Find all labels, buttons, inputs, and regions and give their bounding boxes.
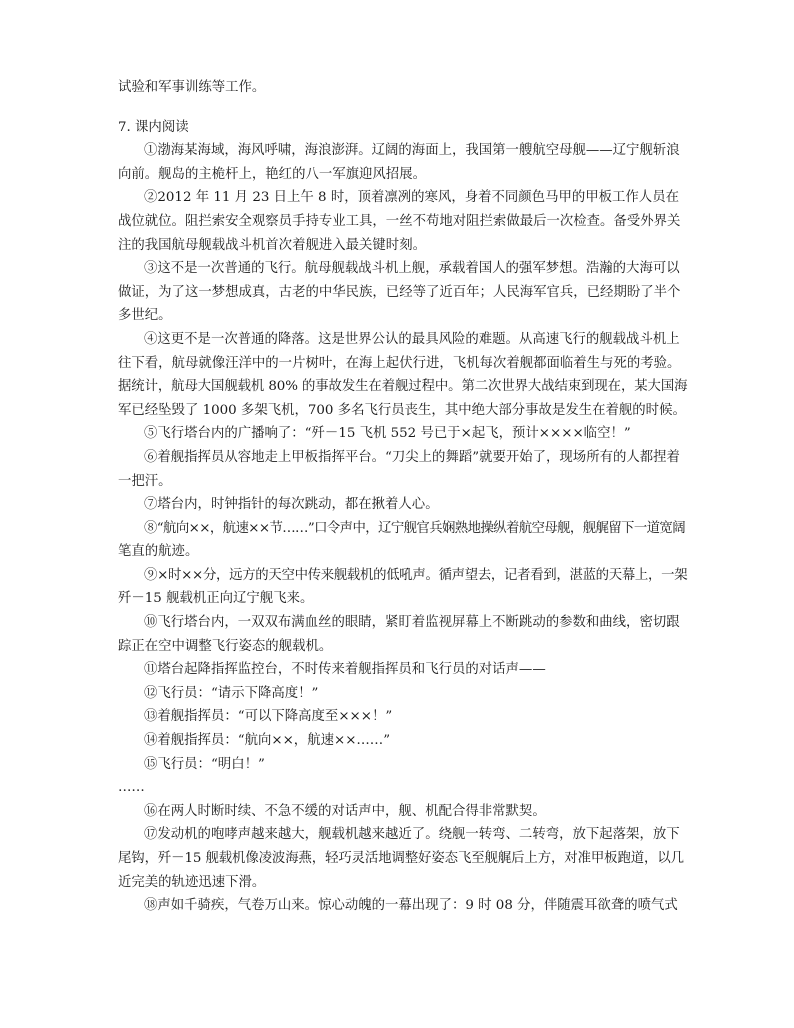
text-line: ⑤飞行塔台内的广播响了：“歼－15 飞机 552 号已于×起飞，预计××××临空！” — [144, 426, 631, 442]
text-line: ①渤海某海域，海风呼啸，海浪澎湃。辽阔的海面上，我国第一艘航空母舰——辽宁舰斩浪 — [144, 143, 680, 159]
text-line: ⑱声如千骑疾，气卷万山来。惊心动魄的一幕出现了：9 时 08 分，伴随震耳欲聋的喷气式 — [144, 898, 678, 914]
text-line: ⑧“航向××，航速××节……”口令声中，辽宁舰官兵娴熟地操纵着航空母舰，舰艉留下一道宽阔 — [144, 520, 686, 536]
text-line: 踪正在空中调整飞行姿态的舰载机。 — [118, 638, 333, 654]
text-line: 歼－15 舰载机正向辽宁舰飞来。 — [118, 591, 314, 607]
text-line: 试验和军事训练等工作。 — [118, 80, 266, 95]
paragraph-gap — [118, 100, 686, 116]
text-line: ⑥着舰指挥员从容地走上甲板指挥平台。“刀尖上的舞蹈”就要开始了，现场所有的人都捏着 — [144, 449, 680, 465]
text-line: 一把汗。 — [118, 473, 172, 489]
text-line: ⑯在两人时断时续、不急不缓的对话声中，舰、机配合得非常默契。 — [144, 803, 546, 819]
text-line: ⑬着舰指挥员：“可以下降高度至×××！” — [144, 709, 393, 725]
text-line: ⑨×时××分，远方的天空中传来舰载机的低吼声。循声望去，记者看到，湛蓝的天幕上，一架 — [144, 567, 688, 583]
text-line: 战位就位。阻拦索安全观察员手持专业工具，一丝不苟地对阻拦索做最后一次检查。备受外界关 — [118, 213, 681, 229]
text-line: 笔直的航迹。 — [118, 544, 199, 560]
document-body — [118, 76, 686, 918]
text-line: 多世纪。 — [118, 308, 172, 324]
text-line: ⑪塔台起降指挥监控台，不时传来着舰指挥员和飞行员的对话声—— — [144, 662, 546, 678]
ellipsis-line: …… — [118, 780, 145, 796]
text-line: ⑰发动机的咆哮声越来越大，舰载机越来越近了。绕舰一转弯、二转弯，放下起落架，放下 — [144, 827, 680, 843]
text-line: 近完美的轨迹迅速下滑。 — [118, 874, 266, 890]
text-line: ④这更不是一次普通的降落。这是世界公认的最具风险的难题。从高速飞行的舰载战斗机上 — [144, 331, 680, 347]
text-line: ③这不是一次普通的飞行。航母舰载战斗机上舰，承载着国人的强军梦想。浩瀚的大海可以 — [144, 261, 680, 277]
text-line: ⑦塔台内，时钟指针的每次跳动，都在揪着人心。 — [144, 497, 439, 513]
text-line: 军已经坠毁了 1000 多架飞机，700 多名飞行员丧生，其中绝大部分事故是发生在着舰的时候。 — [118, 402, 686, 418]
text-line: ⑮飞行员：“明白！” — [144, 756, 265, 772]
text-line: 往下看，航母就像汪洋中的一片树叶，在海上起伏行进，飞机每次着舰都面临着生与死的考验。 — [118, 355, 681, 371]
text-line: 做证，为了这一梦想成真，古老的中华民族，已经等了近百年；人民海军官兵，已经期盼了半个 — [118, 284, 681, 300]
text-line: 据统计，航母大国舰载机 80% 的事故发生在着舰过程中。第二次世界大战结束到现在，某大国海 — [118, 379, 688, 395]
question-heading: 7. 课内阅读 — [118, 119, 189, 135]
text-line: ⑫飞行员：“请示下降高度！” — [144, 685, 319, 701]
text-line: ⑭着舰指挥员：“航向××，航速××……” — [144, 733, 391, 749]
text-line: 注的我国航母舰载战斗机首次着舰进入最关键时刻。 — [118, 237, 426, 253]
text-line: ⑩飞行塔台内，一双双布满血丝的眼睛，紧盯着监视屏幕上不断跳动的参数和曲线，密切跟 — [144, 615, 680, 631]
text-line: ②2012 年 11 月 23 日上午 8 时，顶着凛冽的寒风，身着不同颜色马甲的甲板工作人员在 — [144, 190, 679, 206]
text-line: 尾钩，歼－15 舰载机像凌波海燕，轻巧灵活地调整好姿态飞至舰艉后上方，对准甲板跑道，以几 — [118, 851, 684, 866]
text-line: 向前。舰岛的主桅杆上，艳红的八一军旗迎风招展。 — [118, 166, 426, 182]
